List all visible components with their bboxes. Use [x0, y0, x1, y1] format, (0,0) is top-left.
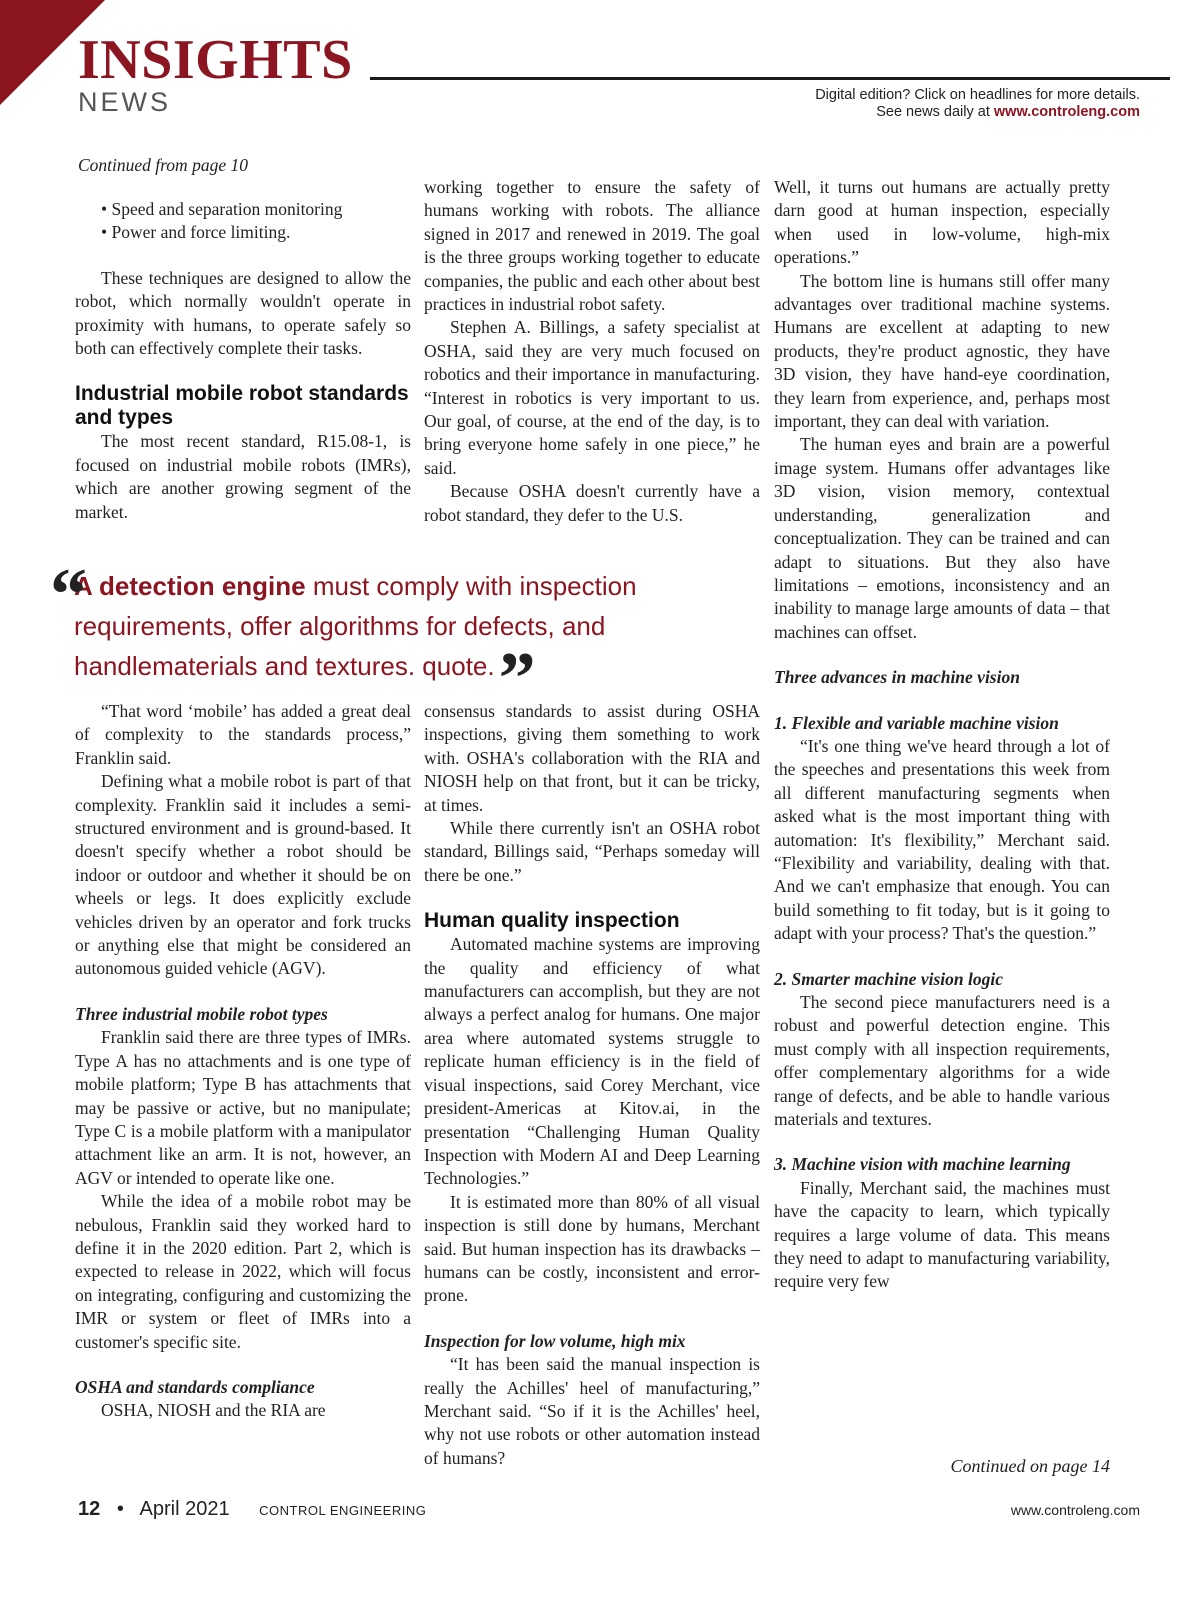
subsection-heading: 2. Smarter machine vision logic	[774, 968, 1003, 989]
header-rule	[370, 77, 1170, 80]
paragraph: It is estimated more than 80% of all visual inspection is still done by humans, Merchant said. But human inspection has its drawbacks – humans can be costly, inconsistent and error-prone.	[424, 1191, 760, 1306]
pull-quote-rest: must comply with inspection requirements, offer algorithms for defects, and handlematerials and textures. quote.	[74, 571, 637, 681]
section-subtitle: NEWS	[78, 87, 171, 117]
column-2-top	[424, 176, 760, 527]
footer-folio	[78, 1498, 426, 1521]
daily-news-line	[815, 104, 1140, 121]
page-number: 12	[78, 1498, 101, 1520]
close-quote-mark: ”	[498, 638, 536, 720]
subsection-heading: 3. Machine vision with machine learning	[774, 1154, 1071, 1175]
paragraph: Automated machine systems are improving the quality and efficiency of what manufacturers can accomplish, but they are not always a perfect analog for humans. One major area where automated systems struggle to replicate human efficiency is in the field of visual inspections, said Corey Merchant, vice president-Americas at Kitov.ai, in the presentation “Challenging Human Quality Inspection with Modern AI and Deep Learning Technologies.”	[424, 934, 760, 1189]
paragraph: working together to ensure the safety of humans working with robots. The alliance signed in 2017 and renewed in 2019. The goal is the three groups working together to educate companies, the public and each other about best practices in industrial robot safety.	[424, 177, 760, 315]
bullet-list	[75, 198, 411, 245]
pull-quote-text	[74, 566, 750, 720]
subsection-heading: 1. Flexible and variable machine vision	[774, 712, 1059, 733]
subsection-heading: Three advances in machine vision	[774, 667, 1020, 688]
paragraph: Well, it turns out humans are actually pretty darn good at human inspection, especially when used in low-volume, high-mix operations.”	[774, 177, 1110, 268]
publication-name: CONTROL ENGINEERING	[259, 1503, 427, 1518]
pull-quote-bold: A detection engine	[74, 571, 306, 601]
pull-quote	[50, 554, 750, 720]
paragraph: “It's one thing we've heard through a lot of the speeches and presentations this week from all different manufacturing segments when asked what is the most important thing with automation: It's flexibility,” Merchant said. “Flexibility and variability, dealing with that. And we can't emphasize that enough. You can build something to fit today, but is it going to adapt with your process? That's the question.”	[774, 735, 1110, 944]
paragraph: OSHA, NIOSH and the RIA are	[101, 1400, 326, 1421]
open-quote-mark: “	[50, 554, 87, 636]
digital-edition-line: Digital edition? Click on headlines for more details.	[815, 87, 1140, 103]
paragraph: These techniques are designed to allow the robot, which normally wouldn't operate in proximity with humans, to operate safely so both can effectively complete their tasks.	[75, 267, 411, 359]
digital-edition-note	[815, 87, 1140, 121]
subsection-heading: Three industrial mobile robot types	[75, 1003, 328, 1024]
section-title: INSIGHTS	[78, 29, 353, 91]
paragraph: The second piece manufacturers need is a robust and powerful detection engine. This must comply with all inspection requirements, offer complementary algorithms for a wide range of defects, and be able to handle various materials and textures.	[774, 992, 1110, 1130]
column-2-bottom	[424, 700, 760, 1470]
folio-bullet: •	[116, 1498, 124, 1520]
section-heading: Industrial mobile robot standards and types	[75, 382, 409, 430]
paragraph: While there currently isn't an OSHA robot standard, Billings said, “Perhaps someday will there be one.”	[424, 818, 760, 885]
paragraph: The most recent standard, R15.08-1, is focused on industrial mobile robots (IMRs), which are another growing segment of the market.	[75, 431, 411, 522]
subsection-heading: Inspection for low volume, high mix	[424, 1330, 686, 1351]
paragraph: Stephen A. Billings, a safety specialist at OSHA, said they are very much focused on robotics and their importance in manufacturing. “Interest in robotics is very important to us. Our goal, of course, at the end of the day, is to bring everyone home safely in one piece,” he said.	[424, 317, 760, 478]
continued-on-link[interactable]: Continued on page 14	[950, 1456, 1110, 1476]
paragraph: While the idea of a mobile robot may be nebulous, Franklin said they worked hard to define it in the 2020 edition. Part 2, which is expected to release in 2022, which will focus on integrating, configuring and customizing the IMR or system or fleet of IMRs into a customer's specific site.	[75, 1191, 411, 1352]
paragraph: Finally, Merchant said, the machines must have the capacity to learn, which typically requires a large volume of data. This means they need to adapt to manufacturing variability, require very few	[774, 1177, 1110, 1292]
section-heading: Human quality inspection	[424, 909, 680, 933]
paragraph: “It has been said the manual inspection is really the Achilles' heel of manufacturing,” Merchant said. “So if it is the Achilles' heel, why not use robots or other automation instead of humans?	[424, 1354, 760, 1468]
list-item: • Speed and separation monitoring	[101, 198, 411, 221]
column-1-top	[75, 198, 411, 524]
list-item: • Power and force limiting.	[101, 221, 411, 244]
paragraph: Defining what a mobile robot is part of that complexity. Franklin said it includes a semi-structured environment and is ground-based. It doesn't specify whether a robot should be indoor or outdoor and whether it should be on wheels or legs. It does explicitly exclude vehicles driven by an operator and fork trucks or anything else that might be considered an autonomous guided vehicle (AGV).	[75, 771, 411, 979]
header-site-link[interactable]: www.controleng.com	[993, 104, 1140, 120]
paragraph: “That word ‘mobile’ has added a great deal of complexity to the standards process,” Franklin said.	[75, 701, 411, 768]
paragraph: The human eyes and brain are a powerful image system. Humans offer advantages like 3D vision, vision memory, contextual understanding, generalization and conceptualization. They can be trained and can adapt to situations. But they also have limitations – emotions, inconsistency and an inability to manage large amounts of data – that machines can offset.	[774, 434, 1110, 642]
column-3	[774, 176, 1110, 1294]
footer-url[interactable]: www.controleng.com	[1010, 1502, 1140, 1518]
issue-date: April 2021	[139, 1498, 230, 1520]
paragraph: Franklin said there are three types of IMRs. Type A has no attachments and is one type of mobile platform; Type B has attachments that may be passive or active, but no manipulate; Type C is a mobile platform with a manipulator attachment like an arm. It is not, however, an AGV or intended to operate like one.	[75, 1027, 411, 1188]
continued-from: Continued from page 10	[78, 155, 248, 175]
paragraph: consensus standards to assist during OSHA inspections, giving them something to work with. OSHA's collaboration with the RIA and NIOSH help on that front, but it can be tricky, at times.	[424, 701, 760, 815]
subsection-heading: OSHA and standards compliance	[75, 1376, 315, 1397]
paragraph: Because OSHA doesn't currently have a robot standard, they defer to the U.S.	[424, 481, 760, 525]
column-1-bottom	[75, 700, 411, 1423]
daily-news-prefix: See news daily at	[876, 104, 994, 120]
paragraph: The bottom line is humans still offer many advantages over traditional machine systems. Humans are excellent at adapting to new products, they're product agnostic, they have 3D vision, they have hand-eye coordination, they learn from experience, and, perhaps most important, they can deal with variation.	[774, 270, 1110, 432]
